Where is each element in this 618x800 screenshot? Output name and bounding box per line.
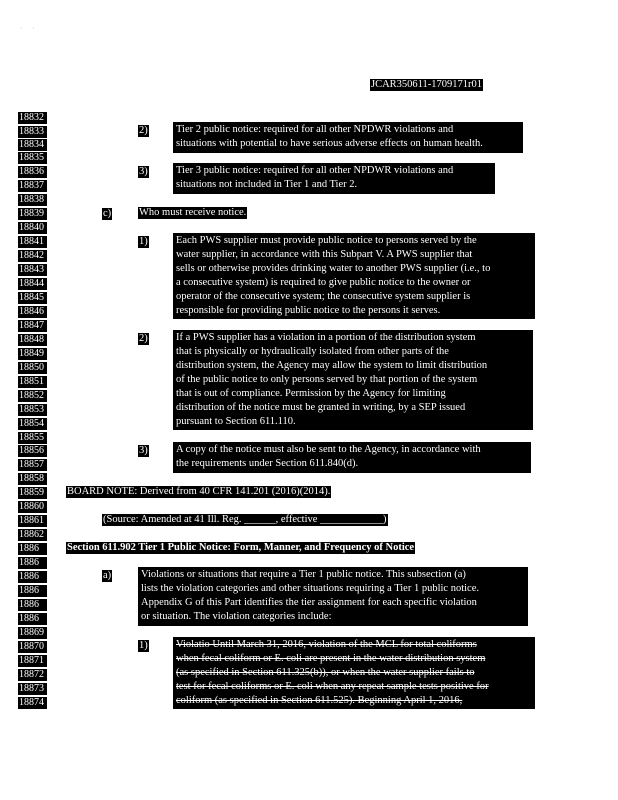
line-number: 1886 — [18, 557, 47, 569]
line-number: 18839 — [18, 208, 47, 220]
text-line: when fecal coliform or E. coli are present in the water distribution system — [176, 653, 486, 664]
item-marker: 3) — [139, 445, 148, 456]
text-line: that is out of compliance. Permission by the Agency for limiting — [176, 388, 446, 399]
text-line: distribution system, the Agency may allow the system to limit distribution — [176, 360, 488, 371]
text-line: distribution of the notice must be granted in writing, by a SEP issued — [176, 402, 466, 413]
line-number: 18855 — [18, 432, 47, 444]
line-number: 18842 — [18, 250, 47, 262]
paragraph-limited-distribution — [173, 330, 533, 430]
text-line: of the public notice to only persons served by that portion of the system — [176, 374, 478, 385]
section-heading: Section 611.902 Tier 1 Public Notice: Form, Manner, and Frequency of Notice — [67, 542, 415, 553]
text-line: situations not included in Tier 1 and Tier 2. — [176, 179, 358, 190]
paragraph-notice-recipients — [173, 233, 535, 319]
line-number: 18850 — [18, 362, 47, 374]
line-number: 1886 — [18, 543, 47, 555]
item-marker: 1) — [139, 236, 148, 247]
document-header-code: JCAR350611-1709171r01 — [371, 79, 483, 90]
text-line: Tier 2 public notice: required for all other NPDWR violations and — [176, 124, 454, 135]
line-number: 18844 — [18, 278, 47, 290]
line-number: 18848 — [18, 334, 47, 346]
line-number: 18856 — [18, 445, 47, 457]
item-marker: 3) — [139, 166, 148, 177]
text-line: Violations or situations that require a Tier 1 public notice. This subsection (a) — [141, 569, 466, 580]
text-line: (as specified in Section 611.325(b)), or when the water supplier fails to — [176, 667, 475, 678]
line-number: 18861 — [18, 515, 47, 527]
text-line: A copy of the notice must also be sent to the Agency, in accordance with — [176, 444, 481, 455]
line-number: 18832 — [18, 112, 47, 124]
board-note: BOARD NOTE: Derived from 40 CFR 141.201 (2016)(2014). — [67, 486, 331, 497]
text-line: lists the violation categories and other situations requiring a Tier 1 public notice. — [141, 583, 479, 594]
line-number: 18859 — [18, 487, 47, 499]
paragraph-coliform-violation — [173, 637, 535, 709]
text-line: operator of the consecutive system; the consecutive system supplier is — [176, 291, 471, 302]
text-line: Each PWS supplier must provide public notice to persons served by the — [176, 235, 477, 246]
item-marker: 1) — [139, 640, 148, 651]
line-number: 1886 — [18, 613, 47, 625]
line-number: 1886 — [18, 585, 47, 597]
line-number: 18869 — [18, 627, 47, 639]
line-number: 18846 — [18, 306, 47, 318]
text-line: water supplier, in accordance with this Subpart V. A PWS supplier that — [176, 249, 473, 260]
paragraph-tier1-categories — [138, 567, 528, 626]
text-line: situations with potential to have serious adverse effects on human health. — [176, 138, 483, 149]
line-number: 18834 — [18, 139, 47, 151]
line-number: 18838 — [18, 194, 47, 206]
line-number: 18841 — [18, 236, 47, 248]
text-line: Violatio Until March 31, 2016, violation of the MCL for total coliforms — [176, 639, 477, 650]
item-marker: a) — [103, 570, 112, 581]
line-number: 18862 — [18, 529, 47, 541]
text-line: pursuant to Section 611.110. — [176, 416, 296, 427]
line-number: 18847 — [18, 320, 47, 332]
text-line: coliform (as specified in Section 611.525). Beginning April 1, 2016, — [176, 695, 463, 706]
scan-specks: · · — [20, 26, 35, 32]
line-number: 18845 — [18, 292, 47, 304]
line-number: 18843 — [18, 264, 47, 276]
line-number: 18857 — [18, 459, 47, 471]
text-line: the requirements under Section 611.840(d). — [176, 458, 359, 469]
paragraph-tier2 — [173, 122, 523, 153]
line-number: 1886 — [18, 599, 47, 611]
text-line: If a PWS supplier has a violation in a portion of the distribution system — [176, 332, 476, 343]
line-number: 18871 — [18, 655, 47, 667]
line-number: 18851 — [18, 376, 47, 388]
text-line: a consecutive system) is required to give public notice to the owner or — [176, 277, 471, 288]
paragraph-tier3 — [173, 163, 495, 194]
line-number: 18852 — [18, 390, 47, 402]
line-number: 18836 — [18, 166, 47, 178]
line-number: 18860 — [18, 501, 47, 513]
text-line: responsible for providing public notice to the persons it serves. — [176, 305, 441, 316]
line-number: 18849 — [18, 348, 47, 360]
line-number: 1886 — [18, 571, 47, 583]
line-number: 18874 — [18, 697, 47, 709]
line-number: 18853 — [18, 404, 47, 416]
line-number: 18873 — [18, 683, 47, 695]
item-marker: 2) — [139, 125, 148, 136]
text-line: that is physically or hydraulically isolated from other parts of the — [176, 346, 449, 357]
line-number: 18870 — [18, 641, 47, 653]
text-line: Appendix G of this Part identifies the tier assignment for each specific violation — [141, 597, 477, 608]
item-marker: 2) — [139, 333, 148, 344]
text-line: Tier 3 public notice: required for all other NPDWR violations and — [176, 165, 454, 176]
line-number: 18837 — [18, 180, 47, 192]
text-line: sells or otherwise provides drinking water to another PWS supplier (i.e., to — [176, 263, 491, 274]
text-line: test for fecal coliforms or E. coli when any repeat sample tests positive for — [176, 681, 489, 692]
line-number: 18872 — [18, 669, 47, 681]
text-line: or situation. The violation categories include: — [141, 611, 332, 622]
paragraph-agency-copy — [173, 442, 531, 473]
subsection-title: Who must receive notice. — [139, 207, 247, 218]
item-marker: c) — [103, 208, 112, 219]
line-number: 18854 — [18, 418, 47, 430]
line-number: 18840 — [18, 222, 47, 234]
source-note: (Source: Amended at 41 Ill. Reg. ______, effective ____________) — [103, 514, 387, 525]
line-number: 18835 — [18, 152, 47, 164]
line-number: 18858 — [18, 473, 47, 485]
line-number: 18833 — [18, 126, 47, 138]
